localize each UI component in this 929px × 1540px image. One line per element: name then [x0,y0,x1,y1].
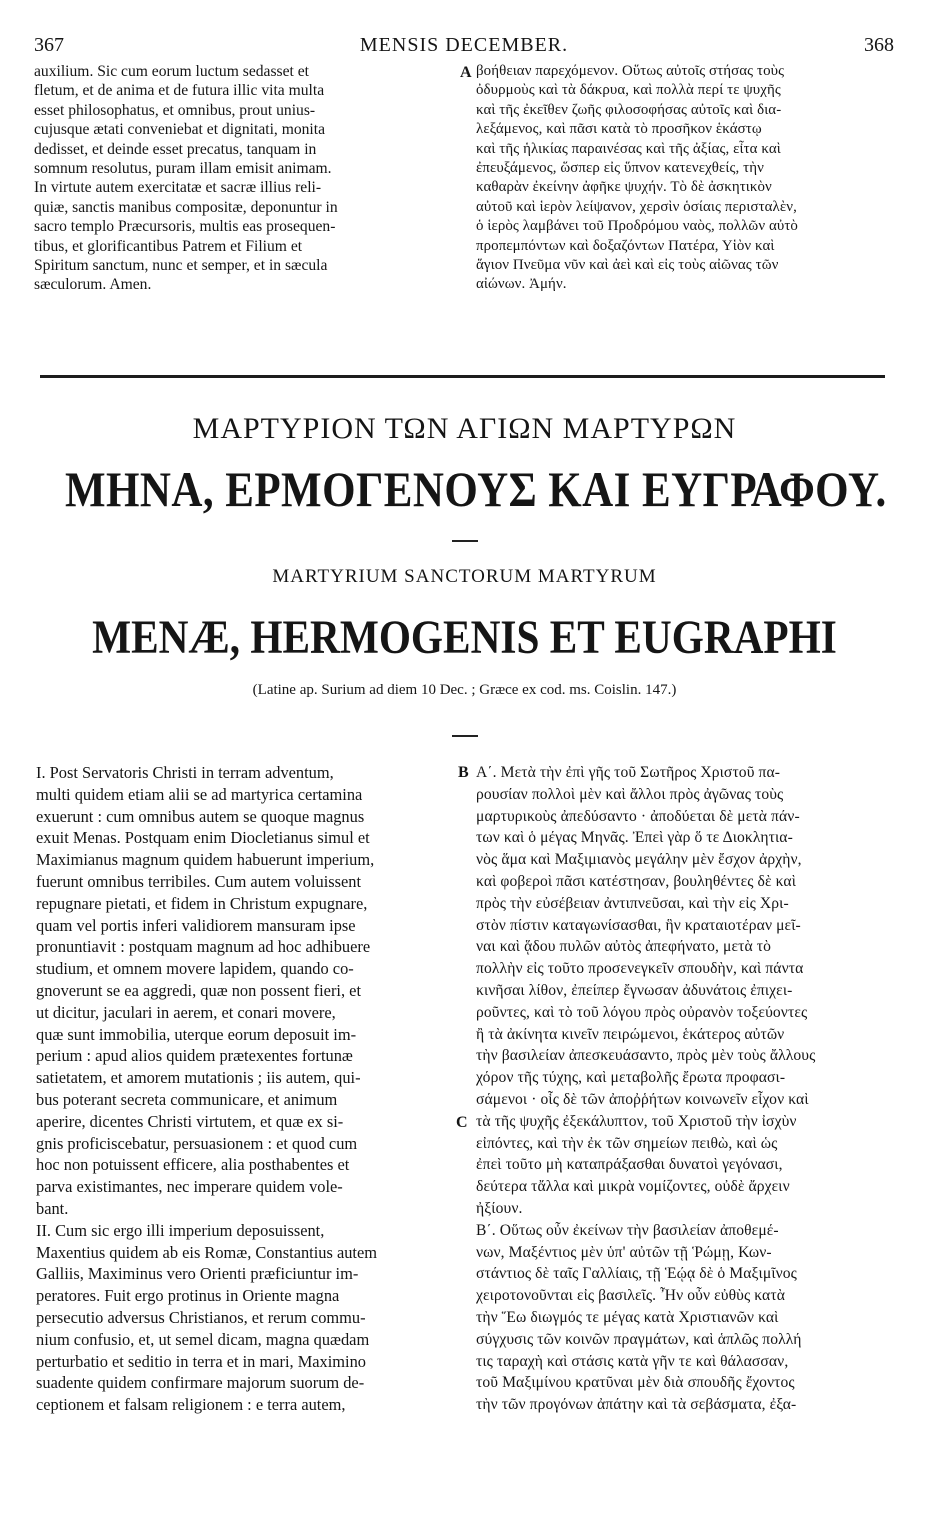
text-line: studium, et omnem movere lapidem, quando co- [36,959,354,979]
text-line: καὶ φοβεροὶ πᾶσι κατέστησαν, βουληθέντες δὲ καὶ [476,872,797,890]
text-line: In virtute autem exercitatæ et sacræ illius reli- [34,179,322,197]
text-line: σάμενοι · οἷς δὲ τῶν ἀποῤῥήτων κοινωνεῖν εἶχον καὶ [476,1090,809,1108]
text-line: ἐπεὶ τοῦτο μὴ καταπράξασθαι δυνατοὶ γεγόνασι, [476,1156,783,1174]
text-line: quæ sunt immobilia, uterque eorum deposuit im- [36,1024,357,1044]
text-line: τὴν βασιλείαν ἀπεσκευάσαντο, πρὸς μὲν τοὺς ἄλλους [476,1047,816,1065]
text-line: προπεμπόντων καὶ δοξαζόντων Πατέρα, Υἱὸν καὶ [476,237,775,254]
text-line: στάντιος δὲ ταῖς Γαλλίαις, τῇ Ἑῴᾳ δὲ ὁ Μαξιμῖνος [476,1265,797,1283]
text-line: Β΄. Οὕτως οὖν ἐκείνων τὴν βασιλείαν ἀποθεμέ- [476,1221,779,1239]
text-line: peratores. Fuit ergo protinus in Oriente magna [36,1286,340,1306]
text-line: ὀδυρμοὺς καὶ τὰ δάκρυα, καὶ πολλὰ περί τε ψυχῆς [476,82,781,99]
text-line: Maxentius quidem ab eis Romæ, Constantius autem [36,1242,377,1262]
top-greek-column [476,62,896,295]
margin-marker-b: B [458,764,469,781]
text-line: ἐπευξάμενος, ὥσπερ εἰς ὕπνον κατενεχθείς, τὴν [476,160,764,177]
text-line: repugnare pietati, et fidem in Christum expugnare, [36,893,368,913]
text-line: νὸς ἅμα καὶ Μαξιμιανὸς μεγάλην μὲν ἔσχον ἀρχὴν, [476,851,802,869]
text-line: κινῆσαι λίθον, ἐπείπερ ἔγνωσαν ἀδυνάτοις ἐπιχει- [476,981,793,999]
text-line: ρουσίαν πολλοὶ μὲν καὶ ἄλλοι πρὸς ἀγῶνας τοὺς [476,785,784,803]
text-line: II. Cum sic ergo illi imperium deposuissent, [36,1220,325,1240]
text-line: perturbatio et seditio in terra et in mari, Maximino [36,1351,366,1371]
latin-title-line-2: MENÆ, HERMOGENIS ET EUGRAPHI [92,611,837,664]
greek-title-line-1: ΜΑΡΤΥΡΙΟΝ ΤΩΝ ΑΓΙΩΝ ΜΑΡΤΥΡΩΝ [192,412,737,445]
bottom-greek-column [476,762,896,1416]
text-line: Spiritum sanctum, nunc et semper, et in sæcula [34,257,328,275]
text-line: dedisset, et deinde esset precatus, tanquam in [34,140,317,158]
text-line: ceptionem et falsam religionem : e terra autem, [36,1395,346,1415]
text-line: fletum, et de anima et de futura illic vita multa [34,82,325,100]
text-line: Galliis, Maximinus vero Orienti præficiuntur im- [36,1264,359,1284]
text-line: hoc non potuissent efficere, alia posthabentes et [36,1155,350,1175]
text-line: bant. [36,1198,69,1218]
greek-title-line-2: ΜΗΝΑ, ΕΡΜΟΓΕΝΟΥΣ ΚΑΙ ΕΥΓΡΑΦΟΥ. [65,461,887,517]
text-line: quiæ, sanctis manibus compositæ, deponuntur in [34,198,338,216]
text-line: νων, Μαξέντιος μὲν ὑπ' αὐτῶν τῇ Ῥώμῃ, Κων- [476,1243,772,1261]
text-line: tibus, et glorificantibus Patrem et Filium et [34,237,303,255]
text-line: ροῦντες, καὶ τὸ τοῦ λόγου πρὸς οὐρανὸν τοξεύοντες [476,1003,808,1021]
text-line: gnoverunt se ea aggredi, quæ non possent fieri, et [36,980,361,1000]
text-line: τὴν Ἕω διωγμός τε μέγας κατὰ Χριστιανῶν καὶ [476,1308,779,1326]
text-line: aperire, dicentes Christi virtutem, et quæ ex si- [36,1111,344,1131]
text-line: τοῦ Μαξιμίνου κρατῦναι μὲν διὰ σπουδῆς ἔχοντος [476,1374,795,1392]
text-line: καὶ τῆς ἡλικίας παραινέσας καὶ τῆς ἀξίας, εἶτα καὶ [476,140,781,157]
margin-marker-c: C [456,1114,468,1131]
text-line: persecutio adversus Christianos, et rerum commu- [36,1307,366,1327]
text-line: sacro templo Præcursoris, multis eas prosequen- [34,218,336,236]
text-line: πολλὴν εἰς τοῦτο προσενεγκεῖν σπουδὴν, καὶ πάντα [476,960,804,978]
text-line: I. Post Servatoris Christi in terram adventum, [36,763,334,782]
text-line: μαρτυρικοὺς ἀπεδύσαντο · ἀποδύεται δὲ μετὰ πάν- [476,807,800,825]
source-note: (Latine ap. Surium ad diem 10 Dec. ; Græce ex cod. ms. Coislin. 147.) [252,682,677,698]
title-rule [452,540,478,542]
text-line: καὶ τῆς ἐκεῖθεν ζωῆς φιλοσοφήσας αὐτοῖς καὶ δια- [476,101,782,118]
text-line: sæculorum. Amen. [34,276,152,294]
text-line: ἠξίουν. [476,1199,523,1217]
text-line: suadente quidem confirmare majorum suorum de- [36,1373,365,1393]
page-number-right: 368 [864,34,894,56]
text-line: fuerunt omnibus terribiles. Cum autem voluissent [36,871,362,891]
text-line: Maximianus magnum quidem habuerunt imperium, [36,850,375,870]
text-line: esset philosophatus, et omnibus, prout unius- [34,101,316,119]
text-line: χόρον τῆς τύχης, καὶ μεταβολῆς ἔρωτα προφασι- [476,1069,786,1087]
text-line: χειροτονοῦνται εἰς βασιλεῖς. Ἦν οὖν εὐθὺς κατὰ [476,1287,785,1305]
section-divider [40,375,885,378]
top-latin-column [34,62,454,295]
text-line: exuit Menas. Postquam enim Diocletianus simul et [36,828,370,848]
text-line: λεξάμενος, καὶ πᾶσι κατὰ τὸ προσῆκον ἑκάστῳ [476,121,762,138]
running-title: MENSIS DECEMBER. [359,34,569,56]
text-line: ναι καὶ ᾅδου πυλῶν αὐτὸς ἀπεφήνατο, μετὰ τὸ [476,938,772,956]
text-line: exuerunt : cum omnibus autem se quoque magnus [36,806,365,826]
text-line: auxilium. Sic cum eorum luctum sedasset et [34,63,309,80]
text-line: πρὸς τὴν εὐσέβειαν ἀντιπνεῦσαι, καὶ τὴν εἰς Χρι- [476,894,789,912]
text-line: quam vel portis inferi validiorem mansuram ipse [36,915,356,935]
text-line: ἅγιον Πνεῦμα νῦν καὶ ἀεὶ καὶ εἰς τοὺς αἰῶνας τῶν [476,257,779,274]
text-line: ὁ ἱερὸς λαμβάνει τοῦ Προδρόμου ναὸς, πολλῶν αὐτὸ [476,218,798,235]
text-line: nium confusio, et, ut semel dicam, magna quædam [36,1329,370,1349]
bottom-latin-column [36,762,454,1416]
text-line: satietatem, et amorem mutationis ; iis autem, qui- [36,1068,361,1088]
text-line: bus poterant secreta communicare, et animum [36,1089,338,1109]
text-line: βοήθειαν παρεχόμενον. Οὕτως αὐτοῖς στήσας τοὺς [476,63,785,79]
latin-title-line-1: MARTYRIUM SANCTORUM MARTYRUM [272,566,657,587]
text-line: στὸν πίστιν καταγωνίσασθαι, ἣν κραταιοτέραν μεῖ- [476,916,801,934]
text-line: gnis proficiscebatur, persuasionem : et quod cum [36,1133,358,1153]
text-line: αἰώνων. Ἀμήν. [476,276,567,293]
text-line: parva existimantes, nec imperare quidem vole- [36,1177,343,1197]
title-rule [452,735,478,737]
running-head [34,34,894,58]
text-line: αὐτοῦ καὶ ἱερὸν λείψανον, χερσὶν ὁσίαις περισταλὲν, [476,198,797,215]
text-line: τὴν τῶν προγόνων ἀπάτην καὶ τὰ σεβάσματα, ἐξα- [476,1396,797,1414]
text-line: ut dicitur, jaculari in aerem, et conari movere, [36,1002,336,1022]
text-line: perium : apud alios quidem prætexentes fortunæ [36,1046,353,1066]
text-line: cujusque ætati conveniebat et dignitati, monita [34,121,326,139]
text-line: Α΄. Μετὰ τὴν ἐπὶ γῆς τοῦ Σωτῆρος Χριστοῦ πα- [476,764,781,781]
text-line: multi quidem etiam alii se ad martyrica certamina [36,784,363,804]
page-number-left: 367 [34,34,64,56]
text-line: καθαρὰν ἐκείνην ἀφῆκε ψυχήν. Τὸ δὲ ἀσκητικὸν [476,179,772,196]
text-line: σύγχυσις τῶν κοινῶν πραγμάτων, καὶ ἁπλῶς πολλή [476,1330,802,1348]
margin-marker-a: A [460,64,472,81]
text-line: δεύτερα τἄλλα καὶ μικρὰ νομίζοντες, οὐδὲ ἄρχειν [476,1178,790,1196]
text-line: ἢ τὰ ἀκίνητα κινεῖν πειρώμενοι, ἑκάτερος αὐτῶν [476,1025,785,1043]
text-line: των καὶ ὁ μέγας Μηνᾶς. Ἐπεὶ γὰρ ὅ τε Διοκλητια- [476,829,793,847]
text-line: εἰπόντες, καὶ τὴν ἐκ τῶν σημείων πειθὼ, καὶ ὡς [476,1134,778,1152]
text-line: somnum resolutus, puram illam emisit animam. [34,160,332,178]
text-line: pronuntiavit : postquam magnum ad hoc adhibuere [36,937,371,957]
text-line: τις ταραχὴ καὶ στάσις κατὰ γῆν τε καὶ θάλασσαν, [476,1352,789,1370]
text-line: τὰ τῆς ψυχῆς ἐξεκάλυπτον, τοῦ Χριστοῦ τὴν ἰσχὺν [476,1112,797,1130]
